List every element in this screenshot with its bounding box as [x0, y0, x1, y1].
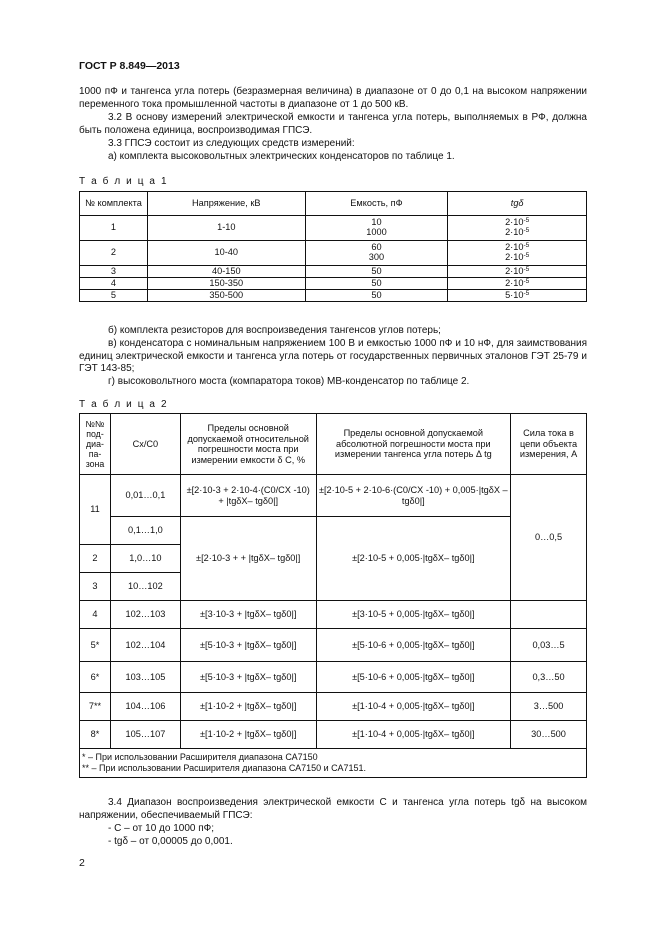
t2-cell-tg-error: ±[3·10-5 + 0,005·|tgδX– tgδ0|] — [316, 601, 511, 629]
t1-cell-tg: $2\cdot 10^{-5}$ $2\cdot 10^{-5}$ — [448, 241, 587, 266]
t1-cell-tg: $2\cdot 10^{-5}$ — [448, 278, 587, 290]
t1-cell-capacity: 50 — [305, 266, 448, 278]
t2-cell-capacity-error: ±[5·10-3 + |tgδX– tgδ0|] — [180, 629, 316, 662]
t1-cell-voltage: 10-40 — [147, 241, 305, 266]
t1-cell-number: 3 — [80, 266, 148, 278]
t2-cell-current: 0,3…50 — [511, 662, 587, 693]
middle-paragraph-3: г) высоковольтного моста (компаратора токов) МВ-конденсатор по таблице 2. — [108, 376, 470, 387]
t1-cell-voltage: 40-150 — [147, 266, 305, 278]
t2-cell-ratio: 105…107 — [110, 721, 180, 749]
intro-paragraph-4: а) комплекта высоковольтных электрических конденсаторов по таблице 1. — [108, 151, 455, 162]
page-number: 2 — [79, 857, 85, 869]
t2-cell-ratio: 102…103 — [110, 601, 180, 629]
t1-cell-capacity: 60 300 — [305, 241, 448, 266]
table-row — [80, 721, 587, 749]
t2-header-tg-error: Пределы основной допускаемой абсолютной погрешности моста при измерении тангенса угла потерь Δ tg — [316, 414, 511, 475]
footnote: ** – При использовании Расширителя диапазона СА7150 и СА7151. — [82, 763, 366, 773]
t2-cell-current — [511, 601, 587, 629]
table-2 — [79, 413, 587, 778]
t1-cell-voltage: 350-500 — [147, 290, 305, 302]
intro-paragraph-2: 3.2 В основу измерений электрической емкости и тангенса угла потерь, выполняемых в РФ, должна быть положена единица, воспроизводимая ГПСЭ. — [79, 112, 587, 136]
t2-header-number: №№ под- диа- па- зона — [80, 414, 111, 475]
t1-cell-number: 1 — [80, 216, 148, 241]
t2-cell-number: 6* — [80, 662, 111, 693]
t1-cell-voltage: 1-10 — [147, 216, 305, 241]
t2-cell-capacity-error: ±[3·10-3 + |tgδX– tgδ0|] — [180, 601, 316, 629]
outro-paragraph-1: 3.4 Диапазон воспроизведения электрической емкости С и тангенса угла потерь tgδ на высоком напряжении, обеспечиваемый ГПСЭ: — [79, 797, 587, 821]
table-row — [80, 216, 587, 241]
t2-cell-tg-error: ±[1·10-4 + 0,005·|tgδX– tgδ0|] — [316, 693, 511, 721]
t2-cell-tg-error: ±[2·10-5 + 0,005·|tgδX– tgδ0|] — [316, 517, 511, 601]
t1-cell-number: 5 — [80, 290, 148, 302]
t2-cell-ratio: 103…105 — [110, 662, 180, 693]
table2-caption: Т а б л и ц а 2 — [79, 399, 169, 410]
t2-cell-ratio: 0,01…0,1 — [110, 475, 180, 517]
t1-header-voltage: Напряжение, кВ — [147, 192, 305, 216]
table-row — [80, 278, 587, 290]
t1-header-number: № комплекта — [80, 192, 148, 216]
t1-cell-tg: $2\cdot 10^{-5}$ $2\cdot 10^{-5}$ — [448, 216, 587, 241]
t2-cell-ratio: 1,0…10 — [110, 545, 180, 573]
t2-cell-tg-error: ±[2·10-5 + 2·10-6·(C0/CX -10) + 0,005·|tgδX – tgδ0|] — [316, 475, 511, 517]
t2-cell-ratio: 0,1…1,0 — [110, 517, 180, 545]
t1-cell-capacity: 50 — [305, 278, 448, 290]
t1-cell-tg: $5\cdot 10^{-5}$ — [448, 290, 587, 302]
t2-cell-current: 30…500 — [511, 721, 587, 749]
intro-paragraph-1: 1000 пФ и тангенса угла потерь (безразмерная величина) в диапазоне от 0 до 0,1 на высоком напряжении переменного тока промышленной частоты в диапазоне от 1 до 500 кВ. — [79, 86, 587, 110]
outro-item-1: - С – от 10 до 1000 пФ; — [108, 823, 215, 834]
table-row — [80, 241, 587, 266]
table-row — [80, 662, 587, 693]
t2-cell-number: 2 — [80, 545, 111, 573]
footnote: * – При использовании Расширителя диапазона СА7150 — [82, 752, 318, 762]
table-row — [80, 290, 587, 302]
t2-cell-number: 8* — [80, 721, 111, 749]
t2-cell-current: 0,03…5 — [511, 629, 587, 662]
table-row — [80, 629, 587, 662]
t2-cell-capacity-error: ±[1·10-2 + |tgδX– tgδ0|] — [180, 693, 316, 721]
table-footnotes — [80, 749, 587, 778]
t2-cell-tg-error: ±[5·10-6 + 0,005·|tgδX– tgδ0|] — [316, 662, 511, 693]
t2-cell-capacity-error: ±[2·10-3 + + |tgδX– tgδ0|] — [180, 517, 316, 601]
t1-cell-number: 2 — [80, 241, 148, 266]
document-header: ГОСТ Р 8.849—2013 — [79, 60, 180, 72]
t2-cell-ratio: 10…102 — [110, 573, 180, 601]
t2-cell-number: 11 — [80, 475, 111, 545]
t2-cell-current: 0…0,5 — [511, 475, 587, 601]
table-row — [80, 266, 587, 278]
t1-cell-capacity: 10 1000 — [305, 216, 448, 241]
t2-cell-capacity-error: ±[5·10-3 + |tgδX– tgδ0|] — [180, 662, 316, 693]
table-row — [80, 601, 587, 629]
t2-cell-capacity-error: ±[1·10-2 + |tgδX– tgδ0|] — [180, 721, 316, 749]
t2-cell-ratio: 102…104 — [110, 629, 180, 662]
outro-item-2: - tgδ – от 0,00005 до 0,001. — [108, 836, 233, 847]
t2-cell-tg-error: ±[1·10-4 + 0,005·|tgδX– tgδ0|] — [316, 721, 511, 749]
t2-cell-number: 4 — [80, 601, 111, 629]
t1-header-tg: tgδ — [448, 192, 587, 216]
table-row — [80, 693, 587, 721]
t2-header-capacity-error: Пределы основной допускаемой относительной погрешности моста при измерении емкости δ C, % — [180, 414, 316, 475]
t1-cell-number: 4 — [80, 278, 148, 290]
t1-cell-tg: $2\cdot 10^{-5}$ — [448, 266, 587, 278]
middle-paragraph-2: в) конденсатора с номинальным напряжением 100 В и емкостью 1000 пФ и 10 нФ, для заимствования единиц электрической емкости и тангенса угла потерь от государственных первичных эталонов ГЭТ 25-79 и ГЭТ 143-85; — [79, 338, 587, 375]
t1-header-capacity: Емкость, пФ — [305, 192, 448, 216]
intro-paragraph-3: 3.3 ГПСЭ состоит из следующих средств измерений: — [108, 138, 355, 149]
table-1 — [79, 191, 587, 302]
t2-cell-capacity-error: ±[2·10-3 + 2·10-4·(C0/CX -10) + |tgδX– tgδ0|] — [180, 475, 316, 517]
t2-cell-ratio: 104…106 — [110, 693, 180, 721]
table-row — [80, 475, 587, 517]
table1-caption: Т а б л и ц а 1 — [79, 176, 169, 187]
t2-header-ratio: Cx/C0 — [110, 414, 180, 475]
table-row — [80, 517, 587, 545]
middle-paragraph-1: б) комплекта резисторов для воспроизведения тангенсов углов потерь; — [108, 325, 441, 336]
t2-cell-number: 3 — [80, 573, 111, 601]
t1-cell-capacity: 50 — [305, 290, 448, 302]
t2-cell-current: 3…500 — [511, 693, 587, 721]
t2-cell-number: 7** — [80, 693, 111, 721]
t1-cell-voltage: 150-350 — [147, 278, 305, 290]
t2-cell-number: 5* — [80, 629, 111, 662]
t2-cell-tg-error: ±[5·10-6 + 0,005·|tgδX– tgδ0|] — [316, 629, 511, 662]
t2-header-current: Сила тока в цепи объекта измерения, А — [511, 414, 587, 475]
